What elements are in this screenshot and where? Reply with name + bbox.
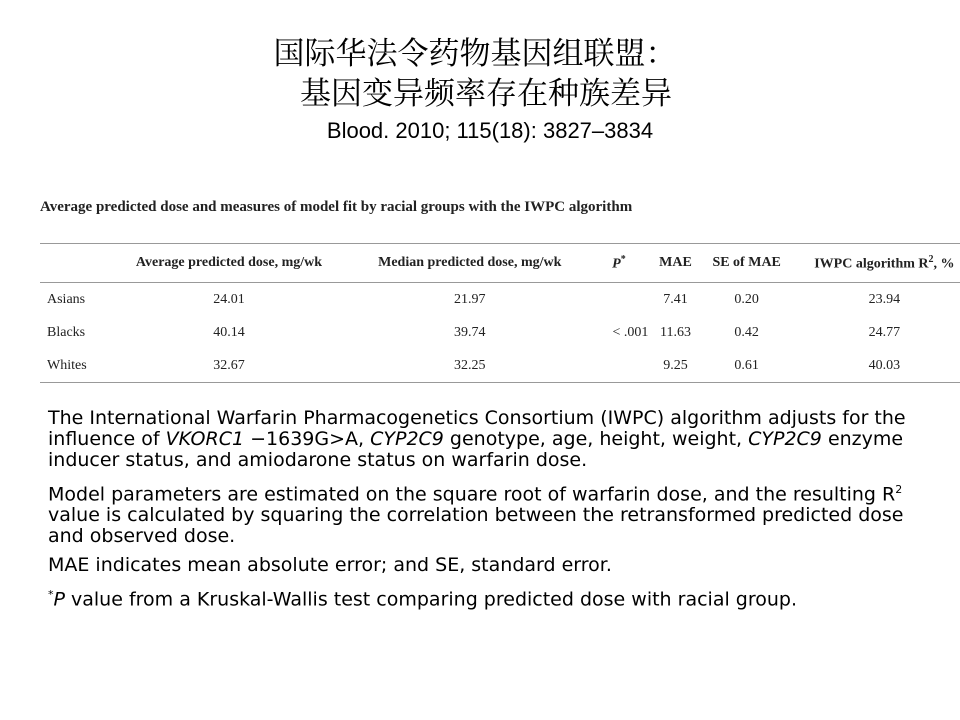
cell-p (588, 283, 651, 317)
title-line-1: 国际华法令药物基因组联盟： (273, 36, 677, 72)
cell-median: 21.97 (454, 291, 486, 307)
cell-median: 39.74 (454, 324, 486, 340)
title-line-2: 基因变异频率存在种族差异 (300, 76, 672, 112)
table-caption: Average predicted dose and measures of model fit by racial groups with the IWPC algorithm (40, 199, 633, 215)
cell-avg: 32.67 (213, 357, 245, 373)
results-table (40, 243, 960, 383)
cell-mae: 11.63 (659, 324, 691, 340)
row-group: Asians (47, 291, 86, 307)
note-mae: MAE indicates mean absolute error; and SE, standard error. (48, 554, 612, 577)
cell-mae: 9.25 (663, 357, 688, 373)
cell-r2: 23.94 (868, 291, 901, 307)
cell-avg: 40.14 (213, 324, 245, 340)
header-median-dose: Median predicted dose, mg/wk (378, 255, 562, 270)
table-row (40, 316, 960, 349)
cell-se: 0.61 (734, 357, 759, 373)
cell-se: 0.20 (734, 291, 759, 307)
header-p: P* (612, 253, 626, 272)
note-iwpc: The International Warfarin Pharmacogenetics Consortium (IWPC) algorithm adjusts for the influence of VKORC1 −1639G>A, CYP2C9 genotype, age, height, weight, CYP2C9 enzyme inducer status, and amiodarone status on warfarin dose. (48, 407, 906, 471)
header-group (40, 244, 106, 283)
citation: Blood. 2010; 115(18): 3827–3834 (326, 118, 654, 143)
footnotes (48, 408, 928, 619)
row-group: Whites (47, 357, 87, 373)
slide-title (0, 34, 960, 148)
cell-r2: 24.77 (868, 324, 901, 340)
row-group: Blacks (47, 324, 86, 340)
note-p-value: *P value from a Kruskal-Wallis test comparing predicted dose with racial group. (48, 588, 797, 611)
table-row (40, 349, 960, 383)
cell-median: 32.25 (454, 357, 486, 373)
header-mae: MAE (659, 255, 692, 270)
table-header-row (40, 244, 960, 283)
cell-mae: 7.41 (663, 291, 688, 307)
cell-avg: 24.01 (213, 291, 245, 307)
header-avg-dose: Average predicted dose, mg/wk (135, 255, 323, 270)
cell-r2: 40.03 (868, 357, 901, 373)
header-se-mae: SE of MAE (712, 255, 781, 270)
cell-p: < .001 (612, 324, 649, 340)
cell-p (588, 349, 651, 383)
header-r2: IWPC algorithm $R^2$, % (814, 253, 955, 272)
note-model: Model parameters are estimated on the square root of warfarin dose, and the resulting $R^2$ value is calculated by squaring the correlation between the retransformed predicted dose and observed dose. (48, 483, 904, 548)
cell-se: 0.42 (734, 324, 759, 340)
table-row (40, 283, 960, 317)
